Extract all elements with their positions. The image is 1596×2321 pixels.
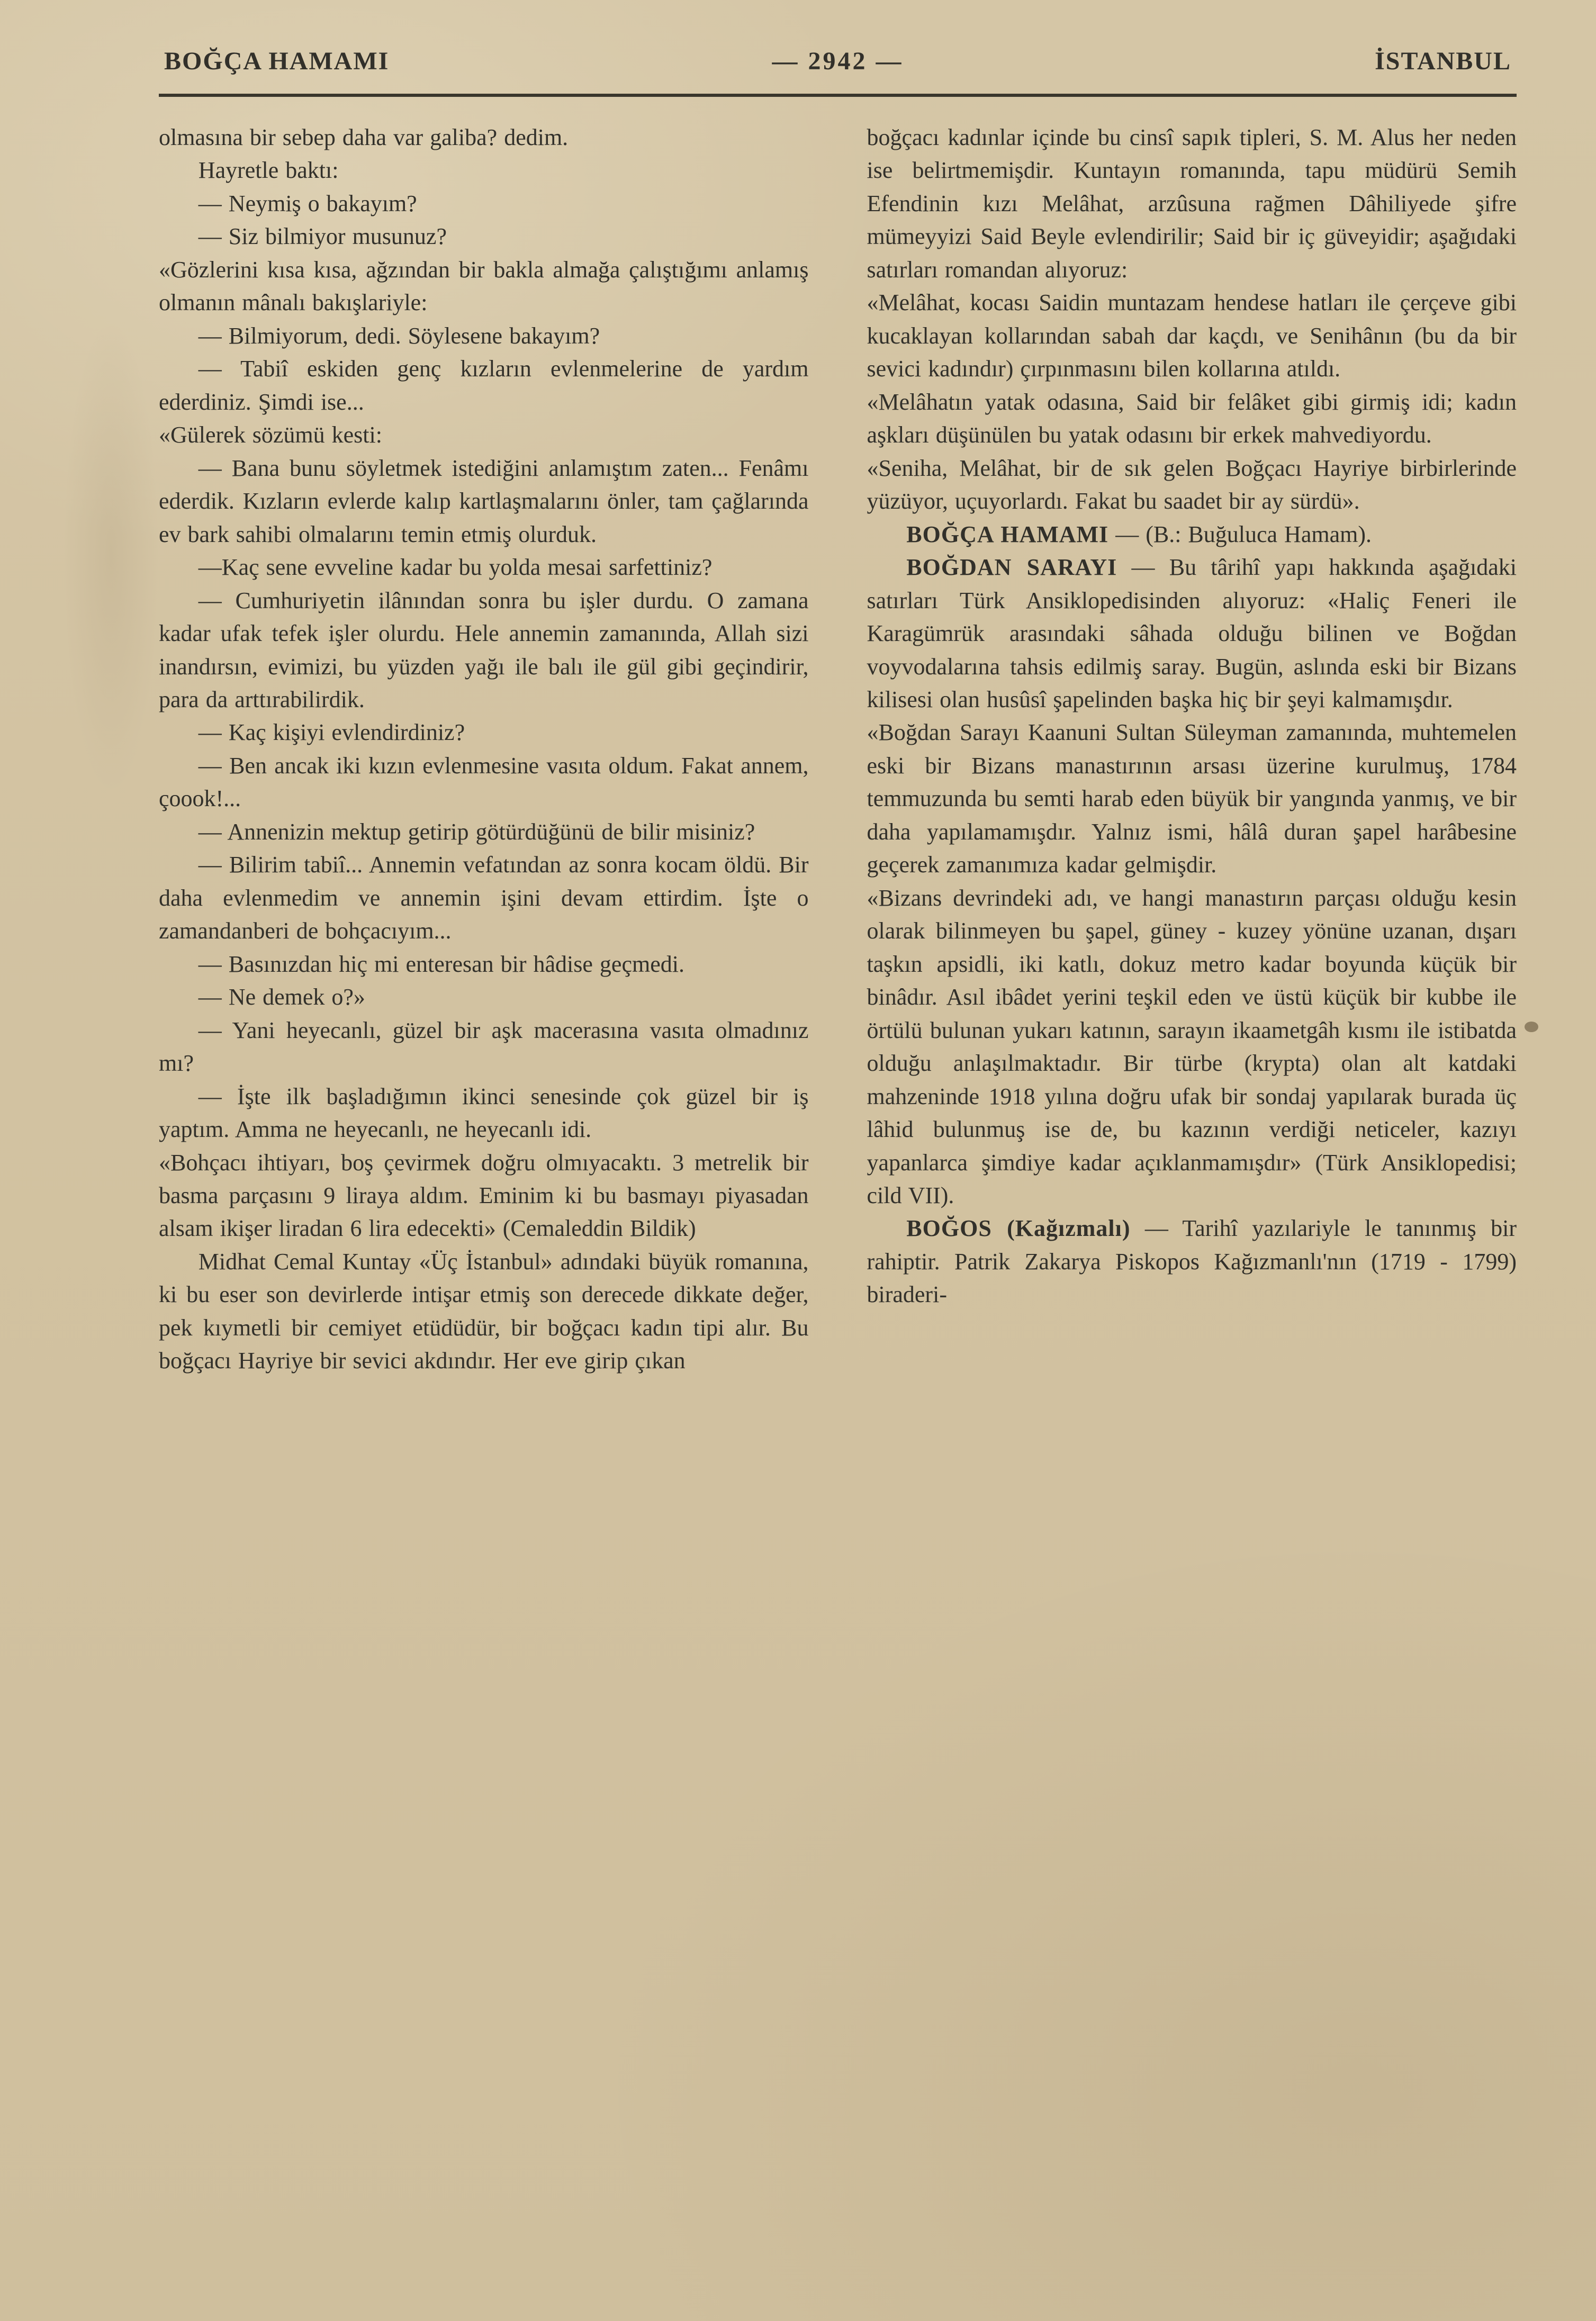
paragraph: BOĞOS (Kağızmalı) — Tarihî yazılariyle le tanınmış bir rahiptir. Patrik Zakarya Piskopos Kağızmanlı'nın (1719 - 1799) biraderi-	[867, 1215, 1517, 1308]
paragraph: «Gülerek sözümü kesti:	[159, 422, 382, 448]
paragraph: — Ben ancak iki kızın evlenmesine vasıta oldum. Fakat annem, çoook!...	[159, 752, 809, 812]
entry-headword: BOĞDAN SARAYI	[906, 554, 1117, 581]
paragraph: — Tabiî eskiden genç kızların evlenmelerine de yardım ederdiniz. Şimdi ise...	[159, 356, 809, 415]
paragraph: —Kaç sene evveline kadar bu yolda mesai sarfettiniz?	[198, 554, 713, 581]
paragraph: — Neymiş o bakayım?	[198, 190, 417, 216]
paragraph: — Cumhuriyetin ilânından sonra bu işler durdu. O zamana kadar ufak tefek işler olurdu. Hele annemin zamanında, Allah sizi inandırsın, evimizi, bu yüzden yağı ile balı ile gül gibi geçindirir, para da arttırabilirdik.	[159, 587, 809, 712]
paragraph: BOĞDAN SARAYI — Bu târihî yapı hakkında aşağıdaki satırları Türk Ansiklopedisinden alıyoruz: «Haliç Feneri ile Karagümrük arasındaki sâhada olduğu bilinen ve Boğdan voyvodalarına tahsis edilmiş saray. Bugün, aslında eski bir Bizans kilisesi olan husûsî şapelinden başka hiç bir şeyi kalmamışdır.	[867, 554, 1517, 712]
paragraph: «Gözlerini kısa kısa, ağzından bir bakla almağa çalıştığımı anlamış olmanın mânalı bakışlariyle:	[159, 256, 809, 316]
page-number: — 2942 —	[772, 47, 904, 75]
right-column	[867, 121, 1517, 1378]
paragraph: «Seniha, Melâhat, bir de sık gelen Boğçacı Hayriye birbirlerinde yüzüyor, uçuyorlardı. Fakat bu saadet bir ay sürdü».	[867, 455, 1517, 514]
entry-headword: BOĞOS (Kağızmalı)	[906, 1215, 1131, 1242]
paragraph: — Bana bunu söyletmek istediğini anlamıştım zaten... Fenâmı ederdik. Kızların evlerde kalıp kartlaşmalarını önler, tam çağlarında ev bark sahibi olmalarını temin etmiş olurduk.	[159, 455, 809, 547]
left-column	[159, 121, 809, 1378]
paragraph: BOĞÇA HAMAMI — (B.: Buğuluca Hamam).	[906, 521, 1372, 547]
paragraph: Hayretle baktı:	[198, 157, 339, 184]
running-head-title-left: BOĞÇA HAMAMI	[164, 47, 390, 75]
paragraph: boğçacı kadınlar içinde bu cinsî sapık tipleri, S. M. Alus her neden ise belirtmemişdir. Kuntayın romanında, tapu müdürü Semih Efendinin kızı Melâhat, arzûsuna rağmen Dâhiliyede şifre mümeyyizi Said Beyle evlendirilir; Said bir iç güveyidir; aşağıdaki satırları romandan alıyoruz:	[867, 124, 1517, 283]
paragraph: — Ne demek o?»	[198, 984, 365, 1010]
text-columns	[159, 121, 1517, 1378]
paragraph: «Melâhatın yatak odasına, Said bir felâket gibi girmiş idi; kadın aşkları düşünülen bu yatak odasını bir erkek mahvediyordu.	[867, 389, 1517, 448]
entry-headword: BOĞÇA HAMAMI	[906, 521, 1109, 547]
paragraph: — Kaç kişiyi evlendirdiniz?	[198, 719, 465, 746]
paragraph: «Bohçacı ihtiyarı, boş çevirmek doğru olmıyacaktı. 3 metrelik bir basma parçasını 9 liraya aldım. Eminim ki bu basmayı piyasadan alsam ikişer liradan 6 lira edecekti» (Cemaleddin Bildik)	[159, 1149, 809, 1242]
paragraph: — Siz bilmiyor musunuz?	[198, 223, 447, 250]
paragraph: — İşte ilk başladığımın ikinci senesinde çok güzel bir iş yaptım. Amma ne heyecanlı, ne heyecanlı idi.	[159, 1083, 809, 1143]
paragraph: — Yani heyecanlı, güzel bir aşk macerasına vasıta olmadınız mı?	[159, 1017, 809, 1077]
paragraph: — Basınızdan hiç mi enteresan bir hâdise geçmedi.	[198, 951, 684, 977]
paragraph: — Annenizin mektup getirip götürdüğünü de bilir misiniz?	[198, 818, 755, 845]
paragraph: olmasına bir sebep daha var galiba? dedim.	[159, 124, 569, 150]
paragraph: «Bizans devrindeki adı, ve hangi manastırın parçası olduğu kesin olarak bilinmeyen bu şapel, güney - kuzey yönüne uzanan, dışarı taşkın apsidli, iki katlı, dokuz metro kadar boyunda küçük bir binâdır. Asıl ibâdet yerini teşkil eden ve üstü küçük bir kubbe ile örtülü bulunan yukarı katının, sarayın ikaametgâh kısmı ile istibatda olduğu anlaşılmaktadır. Bir türbe (krypta) olan alt katdaki mahzeninde 1918 yılına doğru ufak bir sondaj yapılarak burada üç lâhid bulunmuş ise de, bu kazının verdiği neticeler, kazıyı yapanlarca şimdiye kadar açıklanmamışdır» (Türk Ansiklopedisi; cild VII).	[867, 884, 1517, 1208]
header-rule	[159, 94, 1517, 97]
paragraph: Midhat Cemal Kuntay «Üç İstanbul» adındaki büyük romanına, ki bu eser son devirlerde intişar etmiş son derecede dikkate değer, pek kıymetli bir cemiyet etüdüdür, bir boğçacı kadın tipi alır. Bu boğçacı Hayriye bir sevici akdındır. Her eve girip çıkan	[159, 1248, 809, 1374]
paper-shadow	[64, 318, 159, 794]
paragraph: «Melâhat, kocası Saidin muntazam hendese hatları ile çerçeve gibi kucaklayan kollarından sabah dar kaçdı, ve Senihânın (bu da bir sevici kadındır) çırpınmasını bilen kollarına atıldı.	[867, 290, 1517, 382]
running-head-title-right: İSTANBUL	[1375, 47, 1511, 75]
paragraph: «Boğdan Sarayı Kaanuni Sultan Süleyman zamanında, muhtemelen eski bir Bizans manastırının arsası üzerine kurulmuş, 1784 temmuzunda bu semti harab eden büyük bir yangında yanmış, ve bir daha yapılamamışdır. Yalnız ismi, hâlâ duran şapel harâbesine geçerek zamanımıza kadar gelmişdir.	[867, 719, 1517, 878]
paper-blemish	[1525, 1022, 1538, 1032]
running-head	[159, 32, 1517, 76]
paragraph: — Bilmiyorum, dedi. Söylesene bakayım?	[198, 322, 600, 349]
paragraph: — Bilirim tabiî... Annemin vefatından az sonra kocam öldü. Bir daha evlenmedim ve annemin işini devam ettirdim. İşte o zamandanberi de bohçacıyım...	[159, 852, 809, 944]
